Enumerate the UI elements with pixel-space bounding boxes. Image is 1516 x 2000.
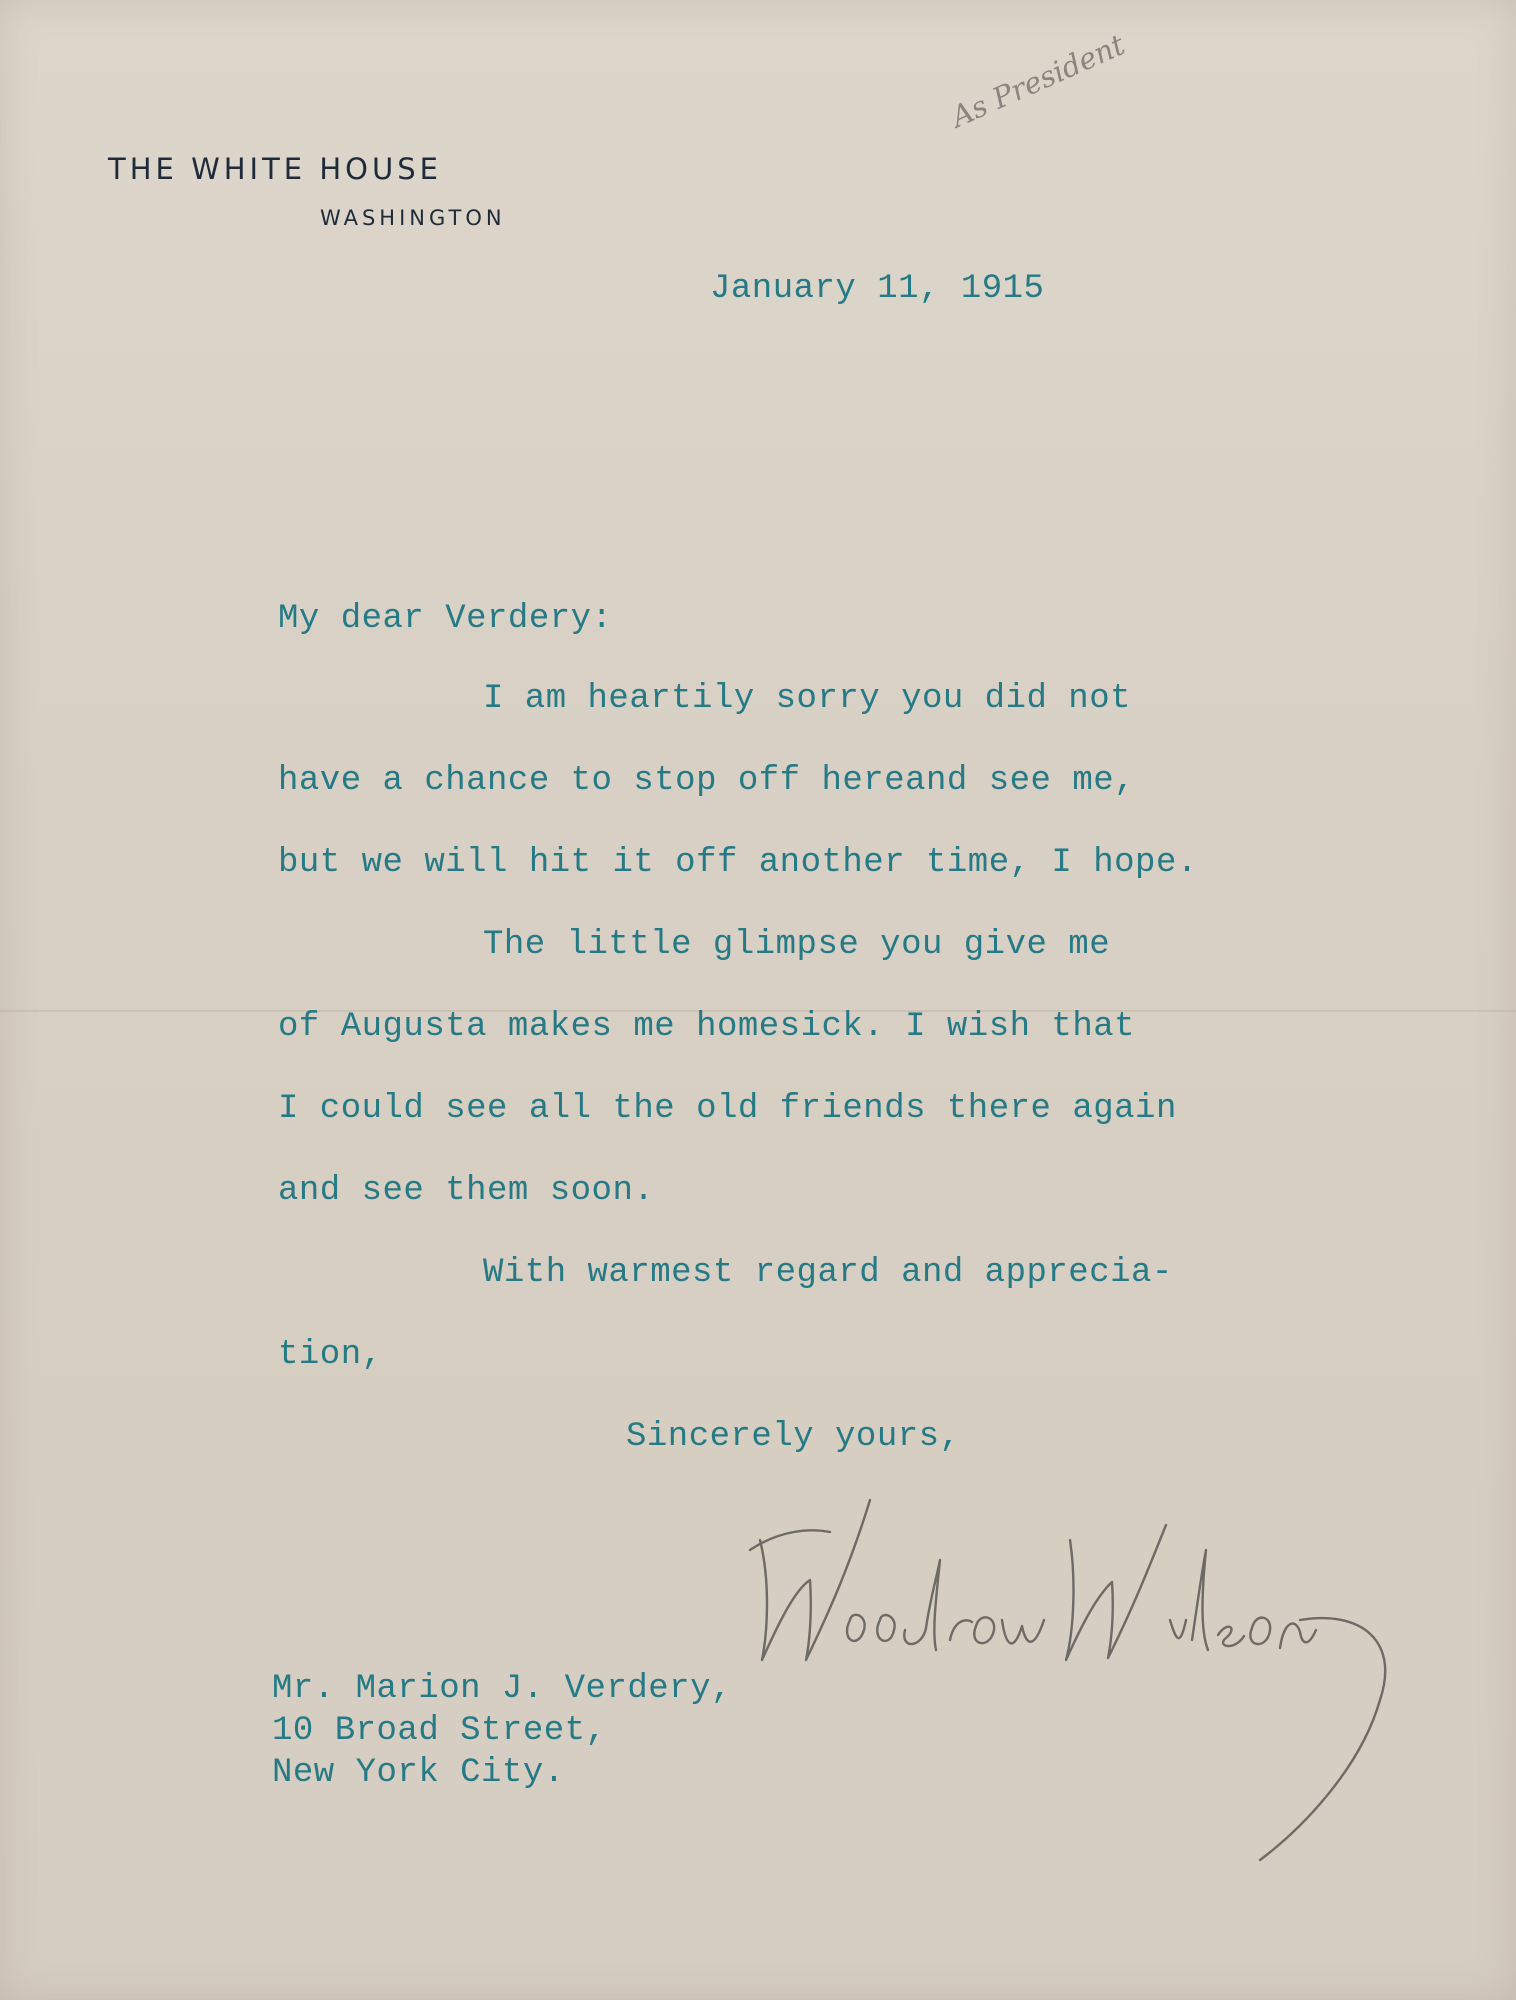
recipient-city: New York City. <box>272 1754 565 1792</box>
body-line: With warmest regard and apprecia- <box>483 1254 1173 1292</box>
body-line: The little glimpse you give me <box>483 926 1111 964</box>
letterhead-title: THE WHITE HOUSE <box>108 152 442 186</box>
recipient-street: 10 Broad Street, <box>272 1712 607 1750</box>
pencil-annotation: As President <box>946 27 1130 134</box>
body-line: but we will hit it off another time, I hope. <box>278 844 1198 882</box>
complimentary-closing: Sincerely yours, <box>626 1418 961 1456</box>
body-line: and see them soon. <box>278 1172 655 1210</box>
body-line: tion, <box>278 1336 383 1374</box>
letterhead-city: WASHINGTON <box>320 206 506 230</box>
handwritten-signature <box>740 1470 1400 1870</box>
body-line: I could see all the old friends there again <box>278 1090 1177 1128</box>
letter-date: January 11, 1915 <box>710 270 1045 308</box>
recipient-name: Mr. Marion J. Verdery, <box>272 1670 732 1708</box>
body-line: I am heartily sorry you did not <box>483 680 1132 718</box>
salutation: My dear Verdery: <box>278 600 613 638</box>
body-line: of Augusta makes me homesick. I wish that <box>278 1008 1136 1046</box>
body-line: have a chance to stop off hereand see me, <box>278 762 1136 800</box>
